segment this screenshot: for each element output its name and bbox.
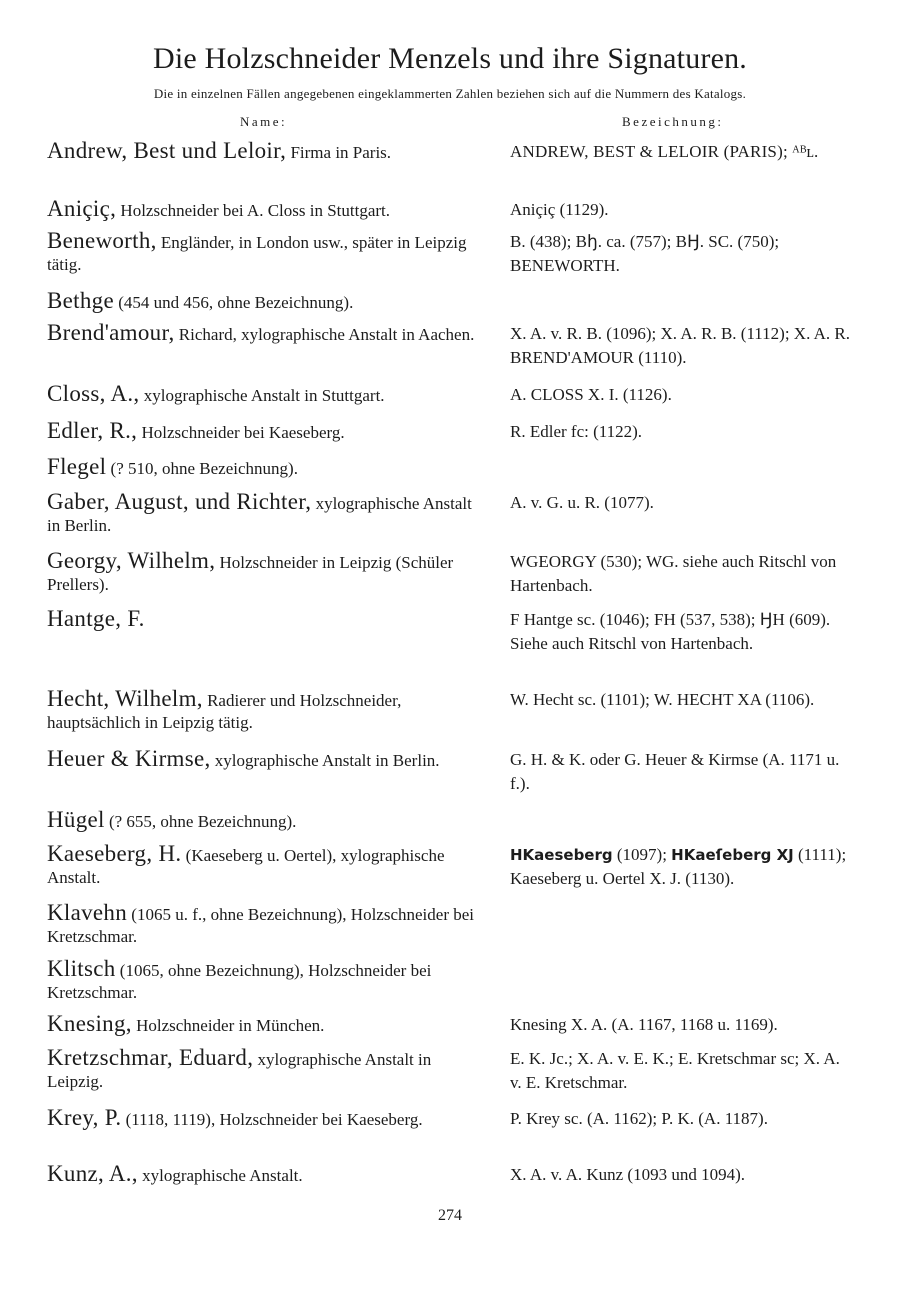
entry-name: Beneworth, Engländer, in London usw., später in Leipzig tätig.: [47, 228, 467, 274]
entry-signature: G. H. & K. oder G. Heuer & Kirmse (A. 1171 u. f.).: [510, 750, 840, 793]
entry-name: Knesing, Holzschneider in München.: [47, 1011, 325, 1036]
entry-signature: X. A. v. A. Kunz (1093 und 1094).: [510, 1165, 745, 1184]
entry-signature: A. CLOSS X. I. (1126).: [510, 385, 672, 404]
entry-name: Edler, R., Holzschneider bei Kaeseberg.: [47, 418, 345, 443]
entry-name: Hantge, F.: [47, 606, 145, 631]
entry-name: Kaeseberg, H. (Kaeseberg u. Oertel), xylographische Anstalt.: [47, 841, 445, 887]
entry-signature: F Hantge sc. (1046); FH (537, 538); ꜦH (609). Siehe auch Ritschl von Hartenbach.: [510, 610, 831, 653]
entry-name: Hecht, Wilhelm, Radierer und Holzschneider, hauptsächlich in Leipzig tätig.: [47, 686, 402, 732]
entry-name: Krey, P. (1118, 1119), Holzschneider bei Kaeseberg.: [47, 1105, 423, 1130]
entry-name: Bethge (454 und 456, ohne Bezeichnung).: [47, 288, 354, 313]
entry-name: Gaber, August, und Richter, xylographische Anstalt in Berlin.: [47, 489, 472, 535]
entry-name: Kunz, A., xylographische Anstalt.: [47, 1161, 303, 1186]
entry-name: Heuer & Kirmse, xylographische Anstalt in Berlin.: [47, 746, 440, 771]
entry-name: Hügel (? 655, ohne Bezeichnung).: [47, 807, 297, 832]
entry-name: Klavehn (1065 u. f., ohne Bezeichnung), Holzschneider bei Kretzschmar.: [47, 900, 475, 946]
entry-signature: E. K. Jc.; X. A. v. E. K.; E. Kretschmar sc; X. A. v. E. Kretschmar.: [510, 1049, 840, 1092]
entry-signature: Knesing X. A. (A. 1167, 1168 u. 1169).: [510, 1015, 778, 1034]
entry-name: Aniçiç, Holzschneider bei A. Closs in Stuttgart.: [47, 196, 391, 221]
entry-name: Closs, A., xylographische Anstalt in Stuttgart.: [47, 381, 385, 406]
entry-signature: R. Edler fc: (1122).: [510, 422, 643, 441]
entry-name: Andrew, Best und Leloir, Firma in Paris.: [47, 138, 392, 163]
page-title: Die Holzschneider Menzels und ihre Signaturen.: [152, 42, 748, 75]
entry-signature: WGEORGY (530); WG. siehe auch Ritschl von Hartenbach.: [510, 552, 837, 595]
column-header-name: Name:: [240, 114, 288, 129]
entry-signature: Aniçiç (1129).: [510, 200, 609, 219]
entry-name: Brend'amour, Richard, xylographische Anstalt in Aachen.: [47, 320, 475, 345]
entry-signature: A. v. G. u. R. (1077).: [510, 493, 654, 512]
entry-signature: P. Krey sc. (A. 1162); P. K. (A. 1187).: [510, 1109, 768, 1128]
entry-name: Klitsch (1065, ohne Bezeichnung), Holzschneider bei Kretzschmar.: [47, 956, 432, 1002]
page-number: 274: [438, 1207, 462, 1224]
entry-name: Kretzschmar, Eduard, xylographische Anstalt in Leipzig.: [47, 1045, 432, 1091]
entry-signature: X. A. v. R. B. (1096); X. A. R. B. (1112); X. A. R. BREND'AMOUR (1110).: [510, 324, 851, 367]
entry-signature: ANDREW, BEST & LELOIR (PARIS); ᴬᴮʟ.: [510, 142, 819, 161]
entry-signature: W. Hecht sc. (1101); W. HECHT XA (1106).: [510, 690, 815, 709]
entry-name: Flegel (? 510, ohne Bezeichnung).: [47, 454, 298, 479]
entry-signature: HKaeseberg (1097); HKaeſeberg XJ (1111); Kaeseberg u. Oertel X. J. (1130).: [510, 845, 847, 888]
column-header-signature: Bezeichnung:: [622, 114, 724, 129]
entry-signature: B. (438); Bꜧ. ca. (757); BꜦ. SC. (750); BENEWORTH.: [510, 232, 780, 275]
page-subtitle: Die in einzelnen Fällen angegebenen eingeklammerten Zahlen beziehen sich auf die Nummern des Katalogs.: [153, 86, 747, 101]
entry-name: Georgy, Wilhelm, Holzschneider in Leipzig (Schüler Prellers).: [47, 548, 454, 594]
